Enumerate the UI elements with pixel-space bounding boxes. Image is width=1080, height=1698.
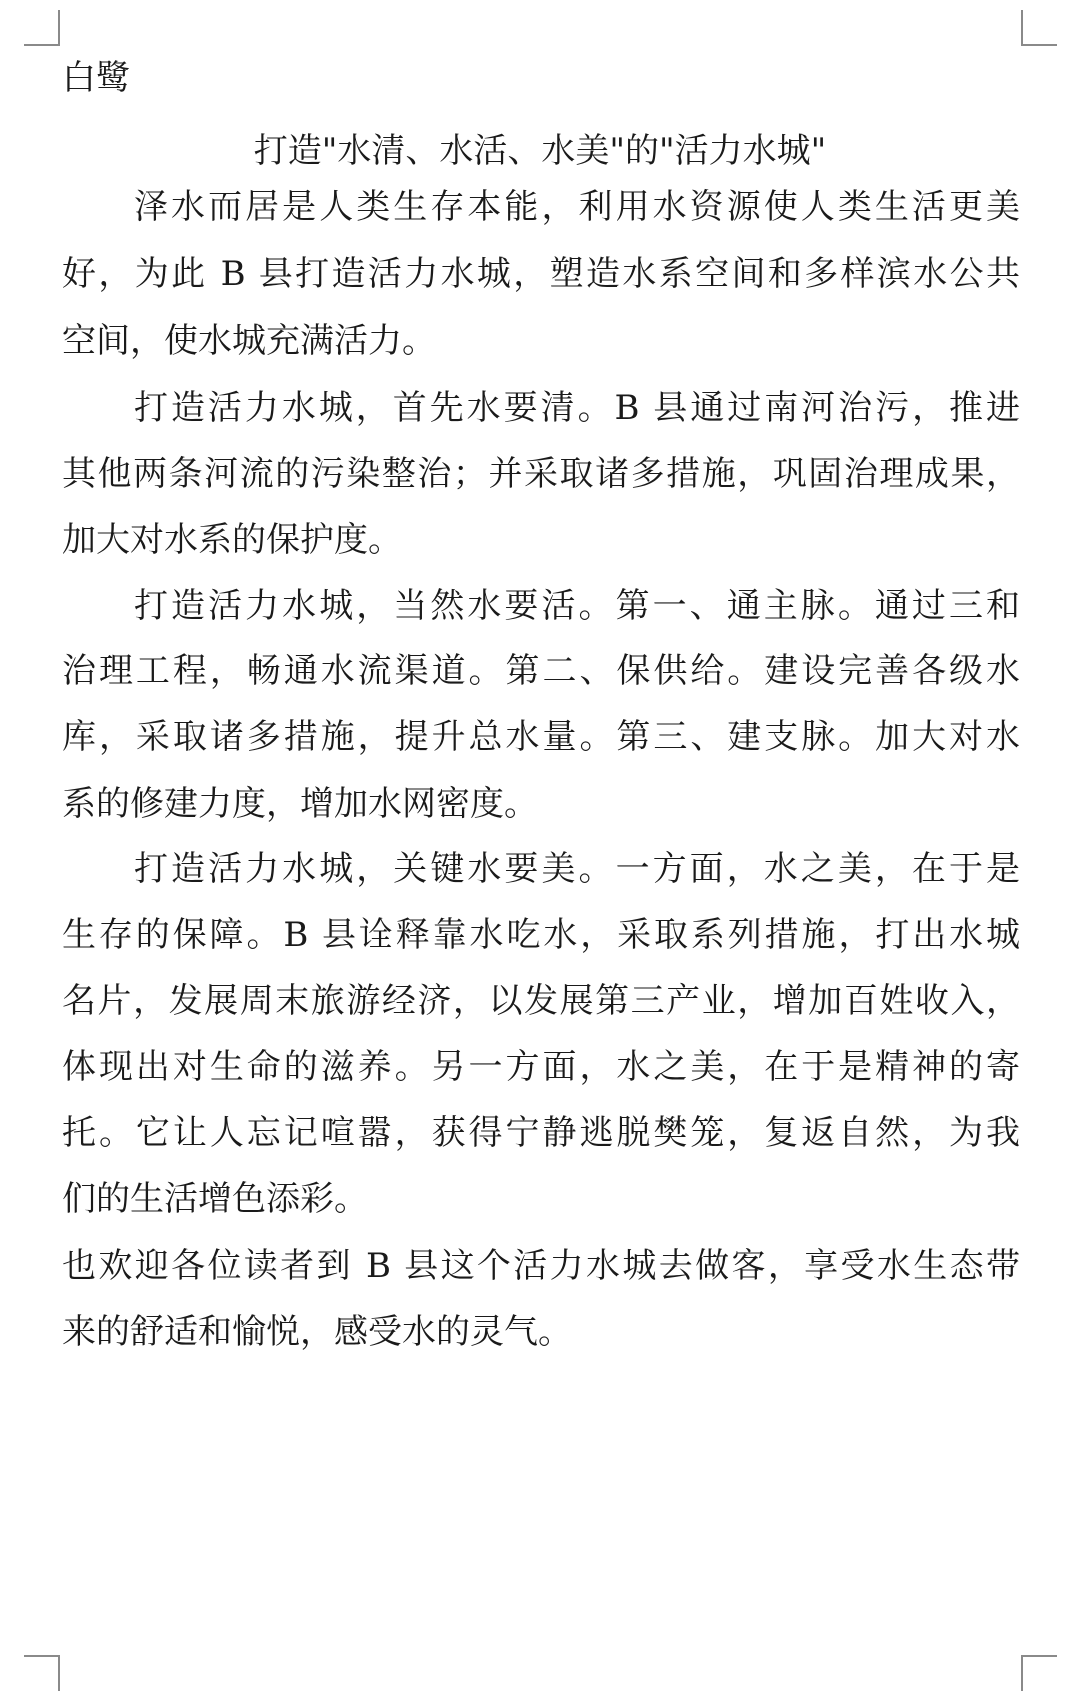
paragraph-5-line: 来的舒适和愉悦，感受水的灵气。 (62, 1312, 572, 1352)
paragraph-4-line: 生存的保障。B 县诠释靠水吃水，采取系列措施，打出水城 (62, 915, 1020, 955)
paragraph-1-line: 好，为此 B 县打造活力水城，塑造水系空间和多样滨水公共 (62, 254, 1020, 294)
paragraph-4-line: 名片，发展周末旅游经济，以发展第三产业，增加百姓收入， (62, 981, 1020, 1021)
paragraph-3-line: 治理工程，畅通水流渠道。第二、保供给。建设完善各级水 (62, 651, 1020, 691)
paragraph-4-line: 们的生活增色添彩。 (62, 1179, 368, 1219)
paragraph-1-line: 空间，使水城充满活力。 (62, 321, 436, 361)
paragraph-2-line: 打造活力水城，首先水要清。B 县通过南河治污，推进 (134, 388, 1020, 428)
author-name: 白鹭 (62, 58, 130, 98)
paragraph-3-line: 打造活力水城，当然水要活。第一、通主脉。通过三和 (134, 586, 1020, 626)
paragraph-5-line: 也欢迎各位读者到 B 县这个活力水城去做客，享受水生态带 (62, 1246, 1020, 1286)
crop-mark-bottom-right (1021, 1655, 1057, 1691)
crop-mark-top-right (1021, 10, 1057, 46)
document-title: 打造"水清、水活、水美"的"活力水城" (253, 131, 827, 171)
paragraph-4-line: 体现出对生命的滋养。另一方面，水之美，在于是精神的寄 (62, 1047, 1020, 1087)
paragraph-4-line: 打造活力水城，关键水要美。一方面，水之美，在于是 (134, 849, 1020, 889)
crop-mark-bottom-left (24, 1655, 60, 1691)
paragraph-2-line: 其他两条河流的污染整治；并采取诸多措施，巩固治理成果， (62, 454, 1020, 494)
paragraph-4-line: 托。它让人忘记喧嚣，获得宁静逃脱樊笼，复返自然，为我 (62, 1113, 1020, 1153)
paragraph-3-line: 系的修建力度，增加水网密度。 (62, 784, 538, 824)
paragraph-3-line: 库，采取诸多措施，提升总水量。第三、建支脉。加大对水 (62, 717, 1020, 757)
paragraph-1-line: 泽水而居是人类生存本能，利用水资源使人类生活更美 (134, 187, 1020, 227)
crop-mark-top-left (24, 10, 60, 46)
paragraph-2-line: 加大对水系的保护度。 (62, 520, 402, 560)
